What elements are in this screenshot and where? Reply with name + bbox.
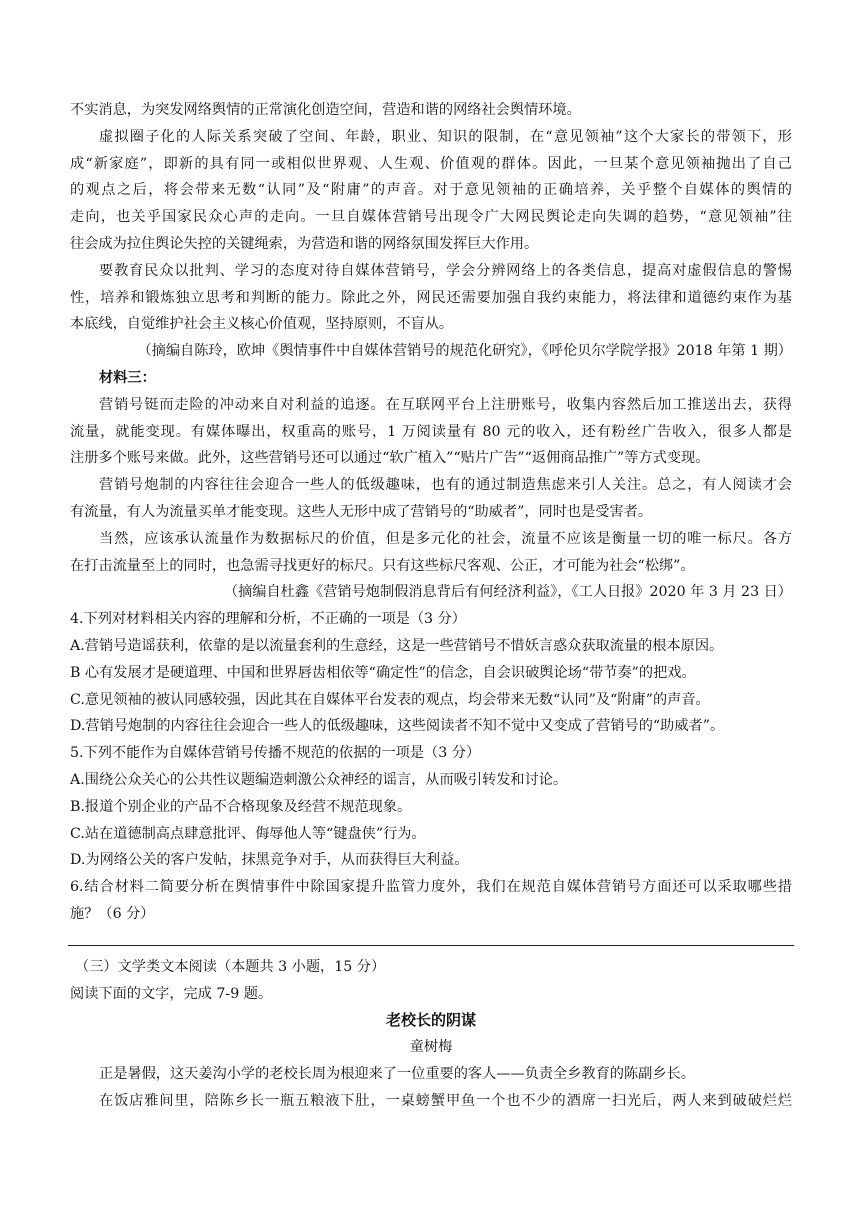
text-line: 营销号铤而走险的冲动来自对利益的追逐。在互联网平台上注册账号，收集内容然后加工推送出去，获得 [99, 396, 792, 413]
story-paragraph-2: 在饭店雅间里，陪陈乡长一瓶五粮液下肚，一桌螃蟹甲鱼一个也不少的酒席一扫光后，两人来到破破烂烂 [99, 1092, 792, 1109]
text-line: 虚拟圈子化的人际关系突破了空间、年龄，职业、知识的限制，在“意见领袖”这个大家长的带领下，形 [99, 128, 792, 145]
text-line: 有流量，有人为流量买单才能变现。这些人无形中成了营销号的“助威者”，同时也是受害者。 [70, 503, 653, 520]
option-c: C.意见领袖的被认同感较强，因此其在自媒体平台发表的观点，均会带来无数“认同”及“附庸”的声音。 [70, 691, 710, 708]
text-line: 本底线，自觉维护社会主义核心价值观，坚持原则，不盲从。 [70, 316, 454, 333]
document-page [70, 97, 792, 1114]
option-a: A.营销号造谣获利，依靠的是以流量套利的生意经，这是一些营销号不惜妖言惑众获取流量的根本原因。 [70, 637, 724, 654]
text-line: 注册多个账号来做。此外，这些营销号还可以通过“软广植入”“贴片广告”“返佣商品推广”等方式变现。 [70, 450, 710, 467]
material3-paragraph-1 [70, 392, 792, 472]
option-a: A.围绕公众关心的公共性议题编造刺激公众神经的谣言，从而吸引转发和讨论。 [70, 771, 568, 788]
option-b: B.报道个别企业的产品不合格现象及经营不规范现象。 [70, 798, 412, 815]
material3-heading: 材料三： [99, 369, 156, 386]
material3-paragraph-3 [70, 526, 792, 580]
text-line: 要教育民众以批判、学习的态度对待自媒体营销号，学会分辨网络上的各类信息，提高对虚假信息的警惕 [99, 262, 792, 279]
material2-citation: （摘编自陈玲，欧坤《舆情事件中自媒体营销号的规范化研究》，《呼伦贝尔学院学报》2018 年第 1 期） [137, 343, 792, 360]
text-line: 成“新家庭”，即新的具有同一或相似世界观、人生观、价值观的群体。因此，一旦某个意见领袖抛出了自己 [70, 155, 792, 172]
question-5 [70, 740, 792, 874]
option-d: D.为网络公关的客户发帖，抹黑竞争对手，从而获得巨大利益。 [70, 852, 469, 869]
option-c: C.站在道德制高点肆意批评、侮辱他人等“键盘侠”行为。 [70, 825, 426, 842]
material2-paragraph-2 [70, 258, 792, 338]
option-b: B 心有发展才是硬道理、中国和世界唇齿相依等“确定性”的信念，自会识破舆论场“带节奏”的把戏。 [70, 664, 696, 681]
material3-citation: （摘编自杜鑫《营销号炮制假消息背后有何经济利益》，《工人日报》2020 年 3 月 23 日） [223, 584, 792, 601]
text-line: 在打击流量至上的同时，也急需寻找更好的标尺。只有这些标尺客观、公正，才可能为社会“松绑”。 [70, 557, 695, 574]
text-line: 流量，就能变现。有媒体曝出，权重高的账号，1 万阅读量有 80 元的收入，还有粉丝广告收入，很多人都是 [70, 423, 792, 440]
section-heading: （三）文学类文本阅读（本题共 3 小题，15 分） [75, 958, 386, 975]
question-4 [70, 606, 792, 740]
text-line: 的观点之后，将会带来无数“认同”及“附庸”的声音。对于意见领袖的正确培养，关乎整个自媒体的舆情的 [70, 182, 792, 199]
option-d: D.营销号炮制的内容往往会迎合一些人的低级趣味，这些阅读者不知不觉中又变成了营销号的“助威者”。 [70, 718, 725, 735]
story-author: 童树梅 [409, 1039, 453, 1056]
text-line: 走向，也关乎国家民众心声的走向。一旦自媒体营销号出现令广大网民舆论走向失调的趋势，“意见领袖”往 [70, 209, 792, 226]
text-line: 性，培养和锻炼独立思考和判断的能力。除此之外，网民还需要加强自我约束能力，将法律和道德约束作为基 [70, 289, 792, 306]
paragraph-continuation: 不实消息，为突发网络舆情的正常演化创造空间，营造和谐的网络社会舆情环境。 [70, 102, 581, 118]
text-line: 往会成为拉住舆论失控的关键绳索，为营造和谐的网络氛围发挥巨大作用。 [70, 235, 539, 252]
material2-paragraph-1 [70, 124, 792, 258]
section-instruction: 阅读下面的文字，完成 7-9 题。 [70, 985, 273, 1002]
question-6 [70, 874, 792, 928]
story-title: 老校长的阴谋 [385, 1011, 476, 1030]
question-stem: 6.结合材料二简要分析在舆情事件中除国家提升监管力度外，我们在规范自媒体营销号方面还可以采取哪些措 [70, 879, 792, 896]
material3-paragraph-2 [70, 472, 792, 526]
section-divider [68, 945, 794, 946]
question-stem: 4.下列对材料相关内容的理解和分析，不正确的一项是（3 分） [70, 611, 466, 628]
story-paragraph-1: 正是暑假，这天姜沟小学的老校长周为根迎来了一位重要的客人——负责全乡教育的陈副乡长。 [99, 1065, 695, 1082]
text-line: 营销号炮制的内容往往会迎合一些人的低级趣味，也有的通过制造焦虑来引人关注。总之，有人阅读才会 [99, 477, 792, 494]
question-stem-cont: 施？（6 分） [70, 905, 155, 922]
text-line: 当然，应该承认流量作为数据标尺的价值，但是多元化的社会，流量不应该是衡量一切的唯一标尺。各方 [99, 530, 792, 547]
question-stem: 5.下列不能作为自媒体营销号传播不规范的依据的一项是（3 分） [70, 745, 481, 762]
